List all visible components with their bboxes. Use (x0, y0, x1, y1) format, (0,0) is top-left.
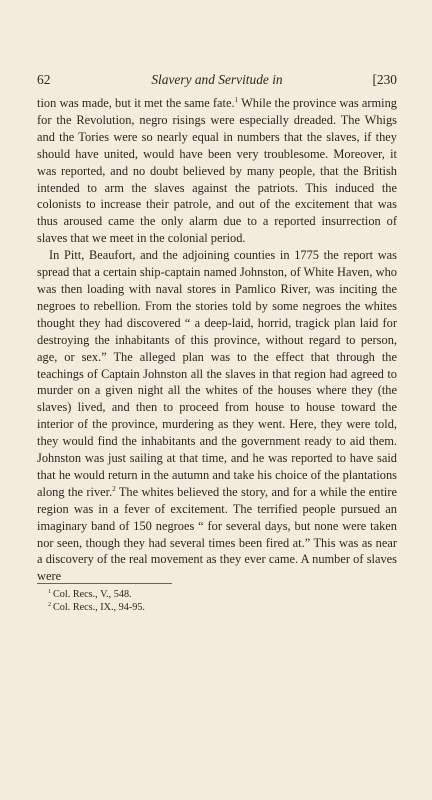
footnote-text: Col. Recs., V., 548. (53, 589, 132, 600)
footnote-ref-1[interactable]: 1 (234, 96, 239, 104)
footnote-2 (48, 601, 348, 614)
footnote-text: Col. Recs., IX., 94-95. (53, 602, 145, 613)
footnote-mark: 2 (48, 602, 51, 608)
original-page-number: [230 (372, 72, 397, 87)
running-header (37, 71, 397, 89)
paragraph-2: In Pitt, Beaufort, and the adjoining counties in 1775 the report was spread that a certain ship-captain named Johnston, of White Haven, who was then loading with naval stores in Pamlico River, was inciting the negroes to rebellion. From the stories told by some negroes the whites thought they had discovered “ a deep-laid, horrid, tragick plan laid for destroying the inhabitants of this province, without regard to person, age, or sex.” The alleged plan was to the effect that through the teachings of Captain Johnston all the slaves in that region had agreed to murder on a given night all the whites of the houses where they (the slaves) lived, and then to proceed from house to house toward the interior of the province, murdering as they went. Here, they were told, they would find the inhabitants and the government ready to aid them. Johnston was just sailing at that time, and he was reported to have said that he would return in the autumn and take his choice of the plantations along the river.$^2$ The whites believed the story, and for a while the entire region was in a fever of excitement. The terrified people pursued an imaginary band of 150 negroes “ for several days, but none were taken nor seen, though they had several times been fired at.” This was as near a discovery of the real movement as they ever came. A number of slaves were (37, 248, 397, 584)
footnote-ref-2[interactable]: 2 (112, 484, 116, 493)
footnote-divider (37, 583, 172, 584)
paragraph-1: tion was made, but it met the same fate.$^1$ While the province was arming for the Revolution, negro risings were especially dreaded. The Whigs and the Tories were so nearly equal in numbers that the slaves, if they should have united, would have been very troublesome. Moreover, it was reported, and no doubt believed by many people, that the British intended to arm the slaves against the patriots. This induced the colonists to increase their patrole, and out of the excitement that was thus aroused came the only alarm due to a reported insurrection of slaves that we meet in the colonial period. (37, 96, 397, 246)
page-number: 62 (37, 72, 51, 87)
body-text (37, 95, 397, 585)
footnote-1 (48, 588, 348, 601)
running-title: Slavery and Servitude in (151, 72, 283, 87)
footnotes (48, 588, 348, 614)
footnote-mark: 1 (48, 589, 51, 595)
